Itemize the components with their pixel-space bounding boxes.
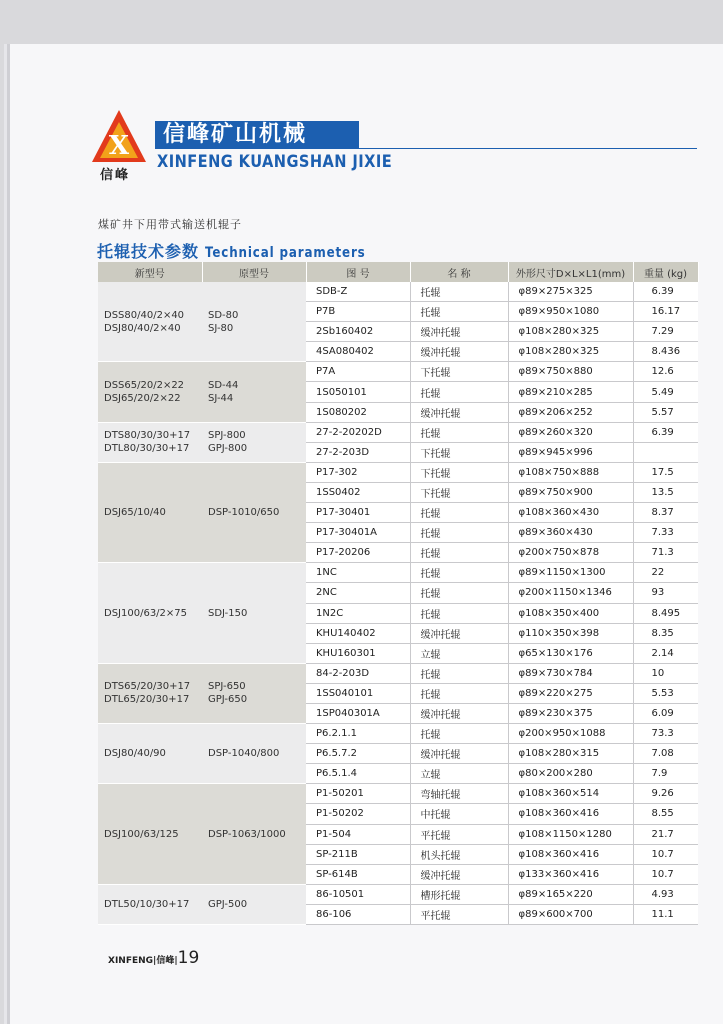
weight-cell: 10.7 [633, 844, 698, 864]
roller-name-cell: 托辊 [410, 382, 508, 402]
footer-brand: XINFENG|信峰| [108, 956, 178, 966]
dimensions-cell: φ108×360×514 [508, 784, 633, 804]
table-row [98, 724, 698, 744]
dimensions-cell: φ89×220×275 [508, 683, 633, 703]
drawing-no-cell: 1S050101 [306, 382, 410, 402]
dimensions-cell: φ89×950×1080 [508, 302, 633, 322]
drawing-no-cell: P1-50201 [306, 784, 410, 804]
svg-text:X: X [108, 131, 130, 161]
weight-cell: 8.37 [633, 503, 698, 523]
roller-name-cell: 缓冲托辊 [410, 322, 508, 342]
drawing-no-cell: 1N2C [306, 603, 410, 623]
original-model-cell: GPJ-500 [202, 884, 306, 924]
section-title [97, 239, 394, 262]
col-header-dimensions: 外形尺寸D×L×L1(mm) [508, 262, 633, 282]
dimensions-cell: φ89×230×375 [508, 703, 633, 723]
weight-cell: 8.55 [633, 804, 698, 824]
dimensions-cell: φ89×165×220 [508, 884, 633, 904]
weight-cell: 7.9 [633, 764, 698, 784]
weight-cell: 8.436 [633, 342, 698, 362]
drawing-no-cell: P7B [306, 302, 410, 322]
drawing-no-cell: 86-106 [306, 904, 410, 924]
dimensions-cell: φ108×280×315 [508, 744, 633, 764]
original-model-cell: SDJ-150 [202, 563, 306, 663]
new-model-cell: DSJ100/63/2×75 [98, 563, 202, 663]
col-header-original-model: 原型号 [202, 262, 306, 282]
drawing-no-cell: 1SS0402 [306, 482, 410, 502]
dimensions-cell: φ108×280×325 [508, 322, 633, 342]
section-title-cn: 托辊技术参数 [97, 242, 200, 261]
drawing-no-cell: P1-50202 [306, 804, 410, 824]
brand-divider [155, 148, 697, 149]
table-row [98, 884, 698, 904]
table-row [98, 784, 698, 804]
weight-cell [633, 442, 698, 462]
weight-cell: 6.09 [633, 703, 698, 723]
drawing-no-cell: P17-30401A [306, 523, 410, 543]
roller-name-cell: 下托辊 [410, 462, 508, 482]
new-model-cell: DSJ80/40/90 [98, 724, 202, 784]
weight-cell: 13.5 [633, 482, 698, 502]
table-row [98, 282, 698, 302]
weight-cell: 9.26 [633, 784, 698, 804]
roller-name-cell: 下托辊 [410, 362, 508, 382]
drawing-no-cell: 2NC [306, 583, 410, 603]
roller-name-cell: 立辊 [410, 764, 508, 784]
new-model-cell: DTL50/10/30+17 [98, 884, 202, 924]
dimensions-cell: φ200×1150×1346 [508, 583, 633, 603]
drawing-no-cell: P7A [306, 362, 410, 382]
roller-name-cell: 弯轴托辊 [410, 784, 508, 804]
original-model-cell: SPJ-800 GPJ-800 [202, 422, 306, 462]
roller-name-cell: 立辊 [410, 643, 508, 663]
original-model-cell: SD-80 SJ-80 [202, 282, 306, 362]
weight-cell: 22 [633, 563, 698, 583]
drawing-no-cell: P17-302 [306, 462, 410, 482]
dimensions-cell: φ89×260×320 [508, 422, 633, 442]
dimensions-cell: φ89×730×784 [508, 663, 633, 683]
brand-name-en: XINFENG KUANGSHAN JIXIE [157, 152, 393, 172]
drawing-no-cell: KHU140402 [306, 623, 410, 643]
dimensions-cell: φ108×1150×1280 [508, 824, 633, 844]
roller-name-cell: 缓冲托辊 [410, 864, 508, 884]
roller-name-cell: 托辊 [410, 563, 508, 583]
weight-cell: 2.14 [633, 643, 698, 663]
table-row [98, 462, 698, 482]
dimensions-cell: φ89×1150×1300 [508, 563, 633, 583]
parameters-table [98, 262, 699, 925]
roller-name-cell: 缓冲托辊 [410, 402, 508, 422]
roller-name-cell: 托辊 [410, 523, 508, 543]
new-model-cell: DSJ65/10/40 [98, 462, 202, 562]
table-row [98, 422, 698, 442]
roller-name-cell: 缓冲托辊 [410, 623, 508, 643]
col-header-name: 名 称 [410, 262, 508, 282]
weight-cell: 8.35 [633, 623, 698, 643]
weight-cell: 7.29 [633, 322, 698, 342]
drawing-no-cell: 4SA080402 [306, 342, 410, 362]
roller-name-cell: 托辊 [410, 282, 508, 302]
drawing-no-cell: P6.5.7.2 [306, 744, 410, 764]
dimensions-cell: φ89×750×880 [508, 362, 633, 382]
roller-name-cell: 托辊 [410, 724, 508, 744]
dimensions-cell: φ200×950×1088 [508, 724, 633, 744]
weight-cell: 16.17 [633, 302, 698, 322]
roller-name-cell: 托辊 [410, 302, 508, 322]
weight-cell: 6.39 [633, 422, 698, 442]
drawing-no-cell: 27-2-20202D [306, 422, 410, 442]
new-model-cell: DTS80/30/30+17 DTL80/30/30+17 [98, 422, 202, 462]
original-model-cell: DSP-1063/1000 [202, 784, 306, 884]
roller-name-cell: 槽形托辊 [410, 884, 508, 904]
original-model-cell: DSP-1010/650 [202, 462, 306, 562]
drawing-no-cell: 27-2-203D [306, 442, 410, 462]
roller-name-cell: 托辊 [410, 503, 508, 523]
drawing-no-cell: P17-20206 [306, 543, 410, 563]
dimensions-cell: φ89×600×700 [508, 904, 633, 924]
drawing-no-cell: 86-10501 [306, 884, 410, 904]
logo-text: 信峰 [100, 168, 131, 183]
dimensions-cell: φ65×130×176 [508, 643, 633, 663]
drawing-no-cell: 1S080202 [306, 402, 410, 422]
dimensions-cell: φ108×280×325 [508, 342, 633, 362]
weight-cell: 5.49 [633, 382, 698, 402]
roller-name-cell: 缓冲托辊 [410, 744, 508, 764]
weight-cell: 73.3 [633, 724, 698, 744]
weight-cell: 11.1 [633, 904, 698, 924]
col-header-drawing-no: 图 号 [306, 262, 410, 282]
weight-cell: 12.6 [633, 362, 698, 382]
page-number: 19 [177, 948, 200, 968]
page-footer [108, 948, 199, 968]
roller-name-cell: 托辊 [410, 683, 508, 703]
weight-cell: 5.57 [633, 402, 698, 422]
table-header-row [98, 262, 698, 282]
weight-cell: 6.39 [633, 282, 698, 302]
original-model-cell: SPJ-650 GPJ-650 [202, 663, 306, 723]
col-header-new-model: 新型号 [98, 262, 202, 282]
drawing-no-cell: SP-211B [306, 844, 410, 864]
dimensions-cell: φ108×360×416 [508, 804, 633, 824]
roller-name-cell: 平托辊 [410, 824, 508, 844]
roller-name-cell: 机头托辊 [410, 844, 508, 864]
roller-name-cell: 托辊 [410, 583, 508, 603]
dimensions-cell: φ89×750×900 [508, 482, 633, 502]
drawing-no-cell: P1-504 [306, 824, 410, 844]
table-row [98, 563, 698, 583]
weight-cell: 7.08 [633, 744, 698, 764]
weight-cell: 71.3 [633, 543, 698, 563]
dimensions-cell: φ89×360×430 [508, 523, 633, 543]
dimensions-cell: φ80×200×280 [508, 764, 633, 784]
dimensions-cell: φ133×360×416 [508, 864, 633, 884]
original-model-cell: DSP-1040/800 [202, 724, 306, 784]
roller-name-cell: 托辊 [410, 543, 508, 563]
table-row [98, 362, 698, 382]
new-model-cell: DTS65/20/30+17 DTL65/20/30+17 [98, 663, 202, 723]
drawing-no-cell: SP-614B [306, 864, 410, 884]
dimensions-cell: φ89×275×325 [508, 282, 633, 302]
weight-cell: 5.53 [633, 683, 698, 703]
dimensions-cell: φ89×945×996 [508, 442, 633, 462]
roller-name-cell: 平托辊 [410, 904, 508, 924]
drawing-no-cell: 84-2-203D [306, 663, 410, 683]
weight-cell: 17.5 [633, 462, 698, 482]
table-row [98, 663, 698, 683]
new-model-cell: DSS65/20/2×22 DSJ65/20/2×22 [98, 362, 202, 422]
dimensions-cell: φ108×360×430 [508, 503, 633, 523]
drawing-no-cell: 1NC [306, 563, 410, 583]
col-header-weight: 重量 (kg) [633, 262, 698, 282]
weight-cell: 93 [633, 583, 698, 603]
drawing-no-cell: P6.2.1.1 [306, 724, 410, 744]
section-title-en: Technical parameters [205, 245, 366, 261]
original-model-cell: SD-44 SJ-44 [202, 362, 306, 422]
roller-name-cell: 缓冲托辊 [410, 342, 508, 362]
weight-cell: 7.33 [633, 523, 698, 543]
drawing-no-cell: 1SS040101 [306, 683, 410, 703]
drawing-no-cell: 2Sb160402 [306, 322, 410, 342]
roller-name-cell: 中托辊 [410, 804, 508, 824]
roller-name-cell: 托辊 [410, 663, 508, 683]
roller-name-cell: 下托辊 [410, 482, 508, 502]
drawing-no-cell: 1SP040301A [306, 703, 410, 723]
brand-name-cn: 信峰矿山机械 [155, 121, 359, 149]
page-subtitle: 煤矿井下用带式输送机辊子 [98, 218, 242, 231]
dimensions-cell: φ110×350×398 [508, 623, 633, 643]
weight-cell: 10.7 [633, 864, 698, 884]
dimensions-cell: φ200×750×878 [508, 543, 633, 563]
roller-name-cell: 缓冲托辊 [410, 703, 508, 723]
drawing-no-cell: KHU160301 [306, 643, 410, 663]
table-body [98, 282, 698, 925]
weight-cell: 4.93 [633, 884, 698, 904]
dimensions-cell: φ89×206×252 [508, 402, 633, 422]
roller-name-cell: 托辊 [410, 422, 508, 442]
new-model-cell: DSJ100/63/125 [98, 784, 202, 884]
drawing-no-cell: SDB-Z [306, 282, 410, 302]
dimensions-cell: φ108×750×888 [508, 462, 633, 482]
dimensions-cell: φ108×360×416 [508, 844, 633, 864]
weight-cell: 21.7 [633, 824, 698, 844]
weight-cell: 8.495 [633, 603, 698, 623]
roller-name-cell: 下托辊 [410, 442, 508, 462]
drawing-no-cell: P17-30401 [306, 503, 410, 523]
new-model-cell: DSS80/40/2×40 DSJ80/40/2×40 [98, 282, 202, 362]
dimensions-cell: φ89×210×285 [508, 382, 633, 402]
drawing-no-cell: P6.5.1.4 [306, 764, 410, 784]
dimensions-cell: φ108×350×400 [508, 603, 633, 623]
roller-name-cell: 托辊 [410, 603, 508, 623]
weight-cell: 10 [633, 663, 698, 683]
